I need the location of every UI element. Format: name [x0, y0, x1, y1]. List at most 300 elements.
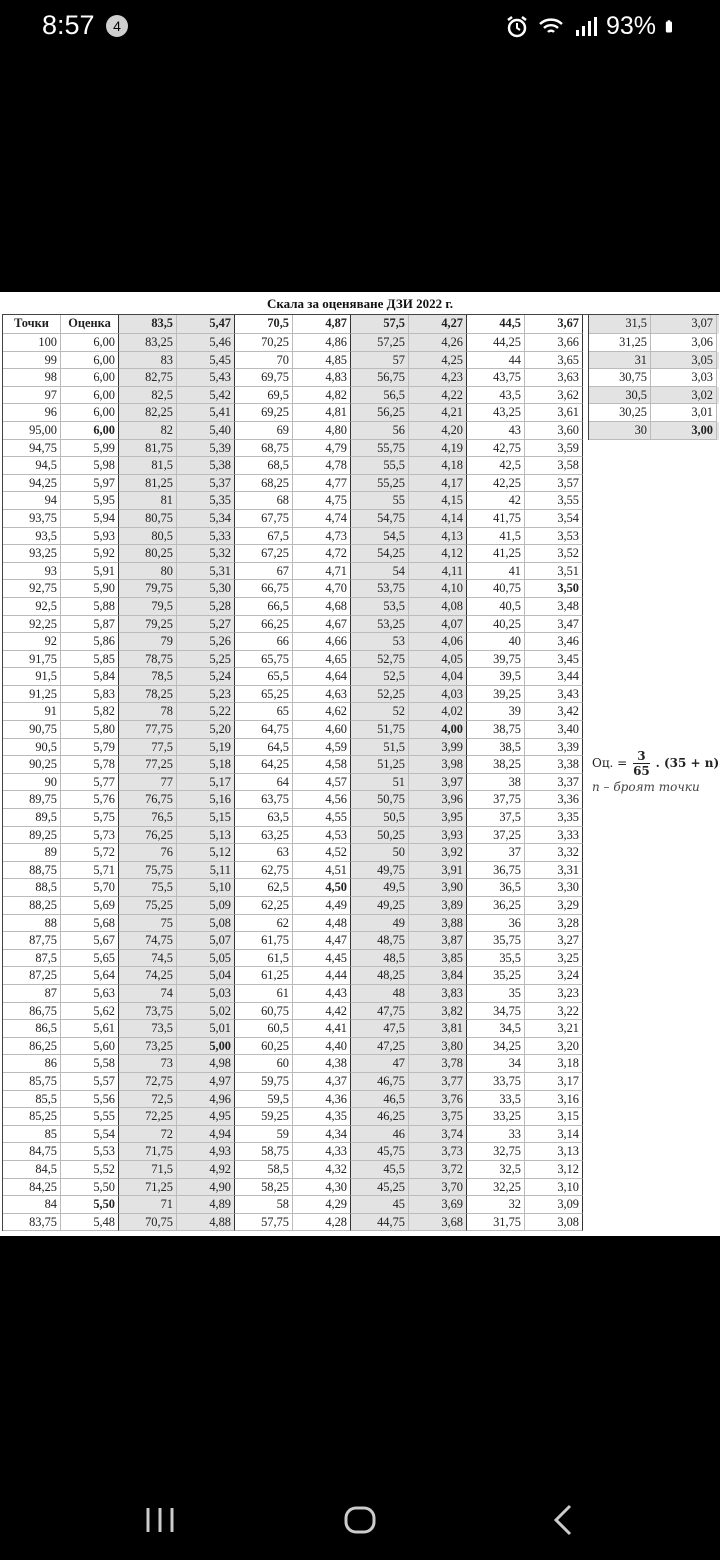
table-cell: 5,52 — [61, 1161, 119, 1179]
table-cell: 73,25 — [119, 1038, 177, 1056]
table-cell: 41,75 — [467, 510, 525, 528]
table-cell: 5,37 — [177, 475, 235, 493]
table-cell: 3,62 — [525, 387, 583, 405]
table-cell: 53 — [351, 633, 409, 651]
table-cell: 4,85 — [293, 352, 351, 370]
table-cell: 52,5 — [351, 668, 409, 686]
table-cell: 4,20 — [409, 422, 467, 440]
table-cell: 5,83 — [61, 686, 119, 704]
table-cell: 6,00 — [61, 387, 119, 405]
table-cell: 4,51 — [293, 862, 351, 880]
table-cell: 4,25 — [409, 352, 467, 370]
table-cell: 4,72 — [293, 545, 351, 563]
table-cell: 49,25 — [351, 897, 409, 915]
back-icon[interactable] — [544, 1500, 584, 1540]
table-cell: 82 — [119, 422, 177, 440]
table-cell: 5,20 — [177, 721, 235, 739]
table-cell: 67,75 — [235, 510, 293, 528]
wifi-icon — [538, 14, 564, 40]
table-cell: 86 — [3, 1055, 61, 1073]
table-row — [589, 422, 719, 440]
table-cell: 5,78 — [61, 756, 119, 774]
table-cell: 4,13 — [409, 528, 467, 546]
table-header-row — [3, 315, 589, 334]
table-cell: 90,5 — [3, 739, 61, 757]
table-row — [3, 422, 589, 440]
table-cell: 40,25 — [467, 616, 525, 634]
table-cell: 4,30 — [293, 1179, 351, 1197]
table-cell: 5,11 — [177, 862, 235, 880]
table-cell: 4,71 — [293, 563, 351, 581]
table-cell: 59,75 — [235, 1073, 293, 1091]
table-cell: 82,5 — [119, 387, 177, 405]
table-cell: 3,91 — [409, 862, 467, 880]
table-cell: 66,5 — [235, 598, 293, 616]
table-cell: 46,25 — [351, 1108, 409, 1126]
table-cell: 37,75 — [467, 791, 525, 809]
table-row — [3, 598, 589, 616]
table-cell: 94,75 — [3, 440, 61, 458]
table-row — [589, 352, 719, 370]
table-cell: 33 — [467, 1126, 525, 1144]
table-cell: 5,54 — [61, 1126, 119, 1144]
table-cell: 63,5 — [235, 809, 293, 827]
table-cell: 5,04 — [177, 967, 235, 985]
table-cell: 4,62 — [293, 703, 351, 721]
table-cell: 40,75 — [467, 580, 525, 598]
table-cell: 92,25 — [3, 616, 61, 634]
table-cell: 84 — [3, 1196, 61, 1214]
formula-denominator: 65 — [633, 764, 650, 778]
table-cell: 5,90 — [61, 580, 119, 598]
table-cell: 3,63 — [525, 369, 583, 387]
table-cell: 4,44 — [293, 967, 351, 985]
table-cell: 37,25 — [467, 827, 525, 845]
table-cell: 3,61 — [525, 404, 583, 422]
table-cell: 4,22 — [409, 387, 467, 405]
table-cell: 4,37 — [293, 1073, 351, 1091]
table-cell: 64,25 — [235, 756, 293, 774]
table-cell: 35 — [467, 985, 525, 1003]
table-cell: 46,5 — [351, 1091, 409, 1109]
table-cell: 92,75 — [3, 580, 61, 598]
table-header-cell: 4,27 — [409, 315, 467, 334]
table-cell: 36,75 — [467, 862, 525, 880]
table-cell: 74,5 — [119, 950, 177, 968]
table-cell: 4,08 — [409, 598, 467, 616]
table-cell: 4,53 — [293, 827, 351, 845]
table-cell: 3,18 — [525, 1055, 583, 1073]
table-cell: 36,25 — [467, 897, 525, 915]
table-cell: 85 — [3, 1126, 61, 1144]
table-cell: 5,23 — [177, 686, 235, 704]
table-cell: 37,5 — [467, 809, 525, 827]
table-cell: 5,71 — [61, 862, 119, 880]
table-cell: 94,25 — [3, 475, 61, 493]
table-row — [3, 352, 589, 370]
table-cell: 45,75 — [351, 1143, 409, 1161]
table-cell: 63,75 — [235, 791, 293, 809]
table-cell: 3,23 — [525, 985, 583, 1003]
table-cell: 4,56 — [293, 791, 351, 809]
table-cell: 80 — [119, 563, 177, 581]
table-cell: 4,41 — [293, 1020, 351, 1038]
table-row — [3, 1020, 589, 1038]
recent-apps-icon[interactable] — [140, 1500, 180, 1540]
table-cell: 3,96 — [409, 791, 467, 809]
table-cell: 55,5 — [351, 457, 409, 475]
table-cell: 34,75 — [467, 1003, 525, 1021]
score-table — [2, 314, 589, 1231]
table-cell: 52,75 — [351, 651, 409, 669]
table-cell: 4,18 — [409, 457, 467, 475]
table-cell: 4,82 — [293, 387, 351, 405]
table-cell: 3,22 — [525, 1003, 583, 1021]
table-cell: 3,59 — [525, 440, 583, 458]
table-cell: 42 — [467, 492, 525, 510]
table-cell: 64,5 — [235, 739, 293, 757]
table-cell: 70 — [235, 352, 293, 370]
table-cell: 4,02 — [409, 703, 467, 721]
table-cell: 34,5 — [467, 1020, 525, 1038]
table-cell: 93,75 — [3, 510, 61, 528]
table-cell: 4,60 — [293, 721, 351, 739]
table-cell: 5,34 — [177, 510, 235, 528]
table-cell: 3,03 — [651, 369, 717, 387]
table-cell: 43 — [467, 422, 525, 440]
table-cell: 77 — [119, 774, 177, 792]
table-cell: 3,80 — [409, 1038, 467, 1056]
table-cell: 86,5 — [3, 1020, 61, 1038]
table-cell: 4,17 — [409, 475, 467, 493]
table-cell: 5,02 — [177, 1003, 235, 1021]
table-cell: 81 — [119, 492, 177, 510]
table-row — [3, 721, 589, 739]
table-cell: 60 — [235, 1055, 293, 1073]
table-cell: 5,19 — [177, 739, 235, 757]
table-cell: 74 — [119, 985, 177, 1003]
table-cell: 4,52 — [293, 844, 351, 862]
table-cell: 4,07 — [409, 616, 467, 634]
table-cell: 88,75 — [3, 862, 61, 880]
table-cell: 3,98 — [409, 756, 467, 774]
table-cell: 95,00 — [3, 422, 61, 440]
table-cell: 81,25 — [119, 475, 177, 493]
table-cell: 48 — [351, 985, 409, 1003]
table-cell: 4,43 — [293, 985, 351, 1003]
table-cell: 4,12 — [409, 545, 467, 563]
table-cell: 37 — [467, 844, 525, 862]
table-cell: 5,16 — [177, 791, 235, 809]
table-row — [3, 703, 589, 721]
table-cell: 4,98 — [177, 1055, 235, 1073]
table-cell: 52,25 — [351, 686, 409, 704]
table-cell: 40 — [467, 633, 525, 651]
table-row — [3, 651, 589, 669]
table-cell: 39 — [467, 703, 525, 721]
table-cell: 51 — [351, 774, 409, 792]
table-cell: 69 — [235, 422, 293, 440]
table-cell: 5,79 — [61, 739, 119, 757]
table-cell: 4,28 — [293, 1214, 351, 1232]
notification-count-badge: 4 — [106, 15, 128, 37]
table-row — [589, 315, 719, 334]
table-cell: 35,5 — [467, 950, 525, 968]
table-cell: 77,5 — [119, 739, 177, 757]
table-cell: 5,69 — [61, 897, 119, 915]
table-cell: 40,5 — [467, 598, 525, 616]
table-cell: 69,25 — [235, 404, 293, 422]
navigation-bar — [0, 1480, 720, 1560]
table-row — [3, 1179, 589, 1197]
table-cell: 78 — [119, 703, 177, 721]
table-cell: 55,25 — [351, 475, 409, 493]
table-cell: 93 — [3, 563, 61, 581]
table-cell: 82,25 — [119, 404, 177, 422]
table-cell: 31,25 — [589, 334, 651, 352]
table-cell: 54,5 — [351, 528, 409, 546]
table-cell: 93,25 — [3, 545, 61, 563]
table-cell: 4,74 — [293, 510, 351, 528]
table-cell: 3,50 — [525, 580, 583, 598]
table-cell: 6,00 — [61, 422, 119, 440]
table-cell: 80,5 — [119, 528, 177, 546]
table-cell: 5,84 — [61, 668, 119, 686]
table-cell: 32,25 — [467, 1179, 525, 1197]
table-header-cell: 83,5 — [119, 315, 177, 334]
table-row — [3, 1108, 589, 1126]
table-cell: 5,93 — [61, 528, 119, 546]
table-cell: 53,75 — [351, 580, 409, 598]
table-cell: 36 — [467, 915, 525, 933]
table-cell: 5,64 — [61, 967, 119, 985]
table-cell: 5,75 — [61, 809, 119, 827]
table-cell: 92 — [3, 633, 61, 651]
table-cell: 6,00 — [61, 334, 119, 352]
table-cell: 3,92 — [409, 844, 467, 862]
table-cell: 71,5 — [119, 1161, 177, 1179]
table-header-cell: 57,5 — [351, 315, 409, 334]
table-cell: 67 — [235, 563, 293, 581]
table-cell: 5,10 — [177, 879, 235, 897]
table-cell: 3,87 — [409, 932, 467, 950]
table-cell: 79,75 — [119, 580, 177, 598]
table-row — [3, 774, 589, 792]
table-cell: 5,63 — [61, 985, 119, 1003]
table-cell: 4,92 — [177, 1161, 235, 1179]
table-cell: 5,98 — [61, 457, 119, 475]
table-cell: 82,75 — [119, 369, 177, 387]
table-cell: 45,5 — [351, 1161, 409, 1179]
table-cell: 32 — [467, 1196, 525, 1214]
table-cell: 75,75 — [119, 862, 177, 880]
table-cell: 4,65 — [293, 651, 351, 669]
table-cell: 56,75 — [351, 369, 409, 387]
table-row — [3, 404, 589, 422]
table-cell: 72 — [119, 1126, 177, 1144]
table-cell: 83 — [119, 352, 177, 370]
table-cell: 73,5 — [119, 1020, 177, 1038]
table-cell: 60,5 — [235, 1020, 293, 1038]
table-cell: 49,5 — [351, 879, 409, 897]
table-cell: 5,58 — [61, 1055, 119, 1073]
table-cell: 76,75 — [119, 791, 177, 809]
table-row — [3, 475, 589, 493]
table-cell: 4,90 — [177, 1179, 235, 1197]
table-cell: 3,58 — [525, 457, 583, 475]
table-cell: 4,38 — [293, 1055, 351, 1073]
table-cell: 54,25 — [351, 545, 409, 563]
table-cell: 3,28 — [525, 915, 583, 933]
table-row — [3, 492, 589, 510]
table-cell: 94 — [3, 492, 61, 510]
table-row — [3, 1143, 589, 1161]
table-row — [3, 1214, 589, 1232]
table-cell: 65,5 — [235, 668, 293, 686]
table-cell: 5,28 — [177, 598, 235, 616]
table-cell: 5,56 — [61, 1091, 119, 1109]
table-cell: 38,75 — [467, 721, 525, 739]
table-cell: 48,25 — [351, 967, 409, 985]
table-row — [3, 932, 589, 950]
table-cell: 87,75 — [3, 932, 61, 950]
table-cell: 3,93 — [409, 827, 467, 845]
table-cell: 53,5 — [351, 598, 409, 616]
table-cell: 3,36 — [525, 791, 583, 809]
table-cell: 75,25 — [119, 897, 177, 915]
table-cell: 4,48 — [293, 915, 351, 933]
table-cell: 5,08 — [177, 915, 235, 933]
table-cell: 4,55 — [293, 809, 351, 827]
table-cell: 78,5 — [119, 668, 177, 686]
table-cell: 65 — [235, 703, 293, 721]
table-cell: 5,53 — [61, 1143, 119, 1161]
table-cell: 51,75 — [351, 721, 409, 739]
table-cell: 5,72 — [61, 844, 119, 862]
table-cell: 80,75 — [119, 510, 177, 528]
table-cell: 43,5 — [467, 387, 525, 405]
table-cell: 93,5 — [3, 528, 61, 546]
table-cell: 66 — [235, 633, 293, 651]
formula-numerator: 3 — [633, 749, 650, 764]
table-cell: 5,50 — [61, 1179, 119, 1197]
table-cell: 4,42 — [293, 1003, 351, 1021]
table-cell: 63 — [235, 844, 293, 862]
table-cell: 80,25 — [119, 545, 177, 563]
table-cell: 4,45 — [293, 950, 351, 968]
table-cell: 68,25 — [235, 475, 293, 493]
table-cell: 4,81 — [293, 404, 351, 422]
table-cell: 3,09 — [525, 1196, 583, 1214]
table-cell: 96 — [3, 404, 61, 422]
table-cell: 3,24 — [525, 967, 583, 985]
table-cell: 33,75 — [467, 1073, 525, 1091]
table-cell: 48,5 — [351, 950, 409, 968]
table-cell: 42,75 — [467, 440, 525, 458]
table-cell: 3,42 — [525, 703, 583, 721]
table-cell: 60,25 — [235, 1038, 293, 1056]
table-cell: 3,27 — [525, 932, 583, 950]
table-cell: 45 — [351, 1196, 409, 1214]
table-cell: 47,25 — [351, 1038, 409, 1056]
table-cell: 3,12 — [525, 1161, 583, 1179]
table-row — [3, 563, 589, 581]
table-cell: 30,75 — [589, 369, 651, 387]
table-cell: 50,5 — [351, 809, 409, 827]
table-cell: 5,73 — [61, 827, 119, 845]
battery-icon — [664, 14, 680, 40]
table-cell: 55 — [351, 492, 409, 510]
table-cell: 58,5 — [235, 1161, 293, 1179]
table-cell: 5,88 — [61, 598, 119, 616]
table-cell: 3,17 — [525, 1073, 583, 1091]
table-cell: 3,15 — [525, 1108, 583, 1126]
table-cell: 74,75 — [119, 932, 177, 950]
table-row — [3, 1055, 589, 1073]
table-cell: 3,77 — [409, 1073, 467, 1091]
table-cell: 3,51 — [525, 563, 583, 581]
table-cell: 97 — [3, 387, 61, 405]
table-cell: 5,18 — [177, 756, 235, 774]
table-cell: 64,75 — [235, 721, 293, 739]
table-cell: 5,30 — [177, 580, 235, 598]
table-cell: 70,25 — [235, 334, 293, 352]
table-cell: 3,33 — [525, 827, 583, 845]
table-row — [3, 668, 589, 686]
table-row — [3, 791, 589, 809]
table-cell: 5,82 — [61, 703, 119, 721]
table-cell: 3,31 — [525, 862, 583, 880]
table-cell: 49,75 — [351, 862, 409, 880]
table-cell: 71,75 — [119, 1143, 177, 1161]
table-cell: 57 — [351, 352, 409, 370]
table-cell: 83,25 — [119, 334, 177, 352]
table-cell: 3,55 — [525, 492, 583, 510]
table-cell: 62 — [235, 915, 293, 933]
table-cell: 5,13 — [177, 827, 235, 845]
table-cell: 4,77 — [293, 475, 351, 493]
table-row — [3, 1126, 589, 1144]
table-row — [3, 844, 589, 862]
table-cell: 5,45 — [177, 352, 235, 370]
table-row — [3, 739, 589, 757]
table-cell: 50 — [351, 844, 409, 862]
table-cell: 3,43 — [525, 686, 583, 704]
table-cell: 4,34 — [293, 1126, 351, 1144]
table-cell: 6,00 — [61, 352, 119, 370]
table-row — [589, 387, 719, 405]
table-cell: 3,40 — [525, 721, 583, 739]
table-cell: 5,61 — [61, 1020, 119, 1038]
table-cell: 78,75 — [119, 651, 177, 669]
table-cell: 87,5 — [3, 950, 61, 968]
table-cell: 5,39 — [177, 440, 235, 458]
table-cell: 4,94 — [177, 1126, 235, 1144]
table-cell: 4,75 — [293, 492, 351, 510]
table-cell: 61 — [235, 985, 293, 1003]
table-cell: 43,75 — [467, 369, 525, 387]
table-cell: 51,25 — [351, 756, 409, 774]
table-cell: 54 — [351, 563, 409, 581]
table-cell: 51,5 — [351, 739, 409, 757]
table-cell: 4,11 — [409, 563, 467, 581]
table-row — [3, 827, 589, 845]
table-cell: 4,95 — [177, 1108, 235, 1126]
formula-fraction — [633, 749, 650, 778]
table-cell: 5,32 — [177, 545, 235, 563]
home-icon[interactable] — [340, 1500, 380, 1540]
table-cell: 87,25 — [3, 967, 61, 985]
